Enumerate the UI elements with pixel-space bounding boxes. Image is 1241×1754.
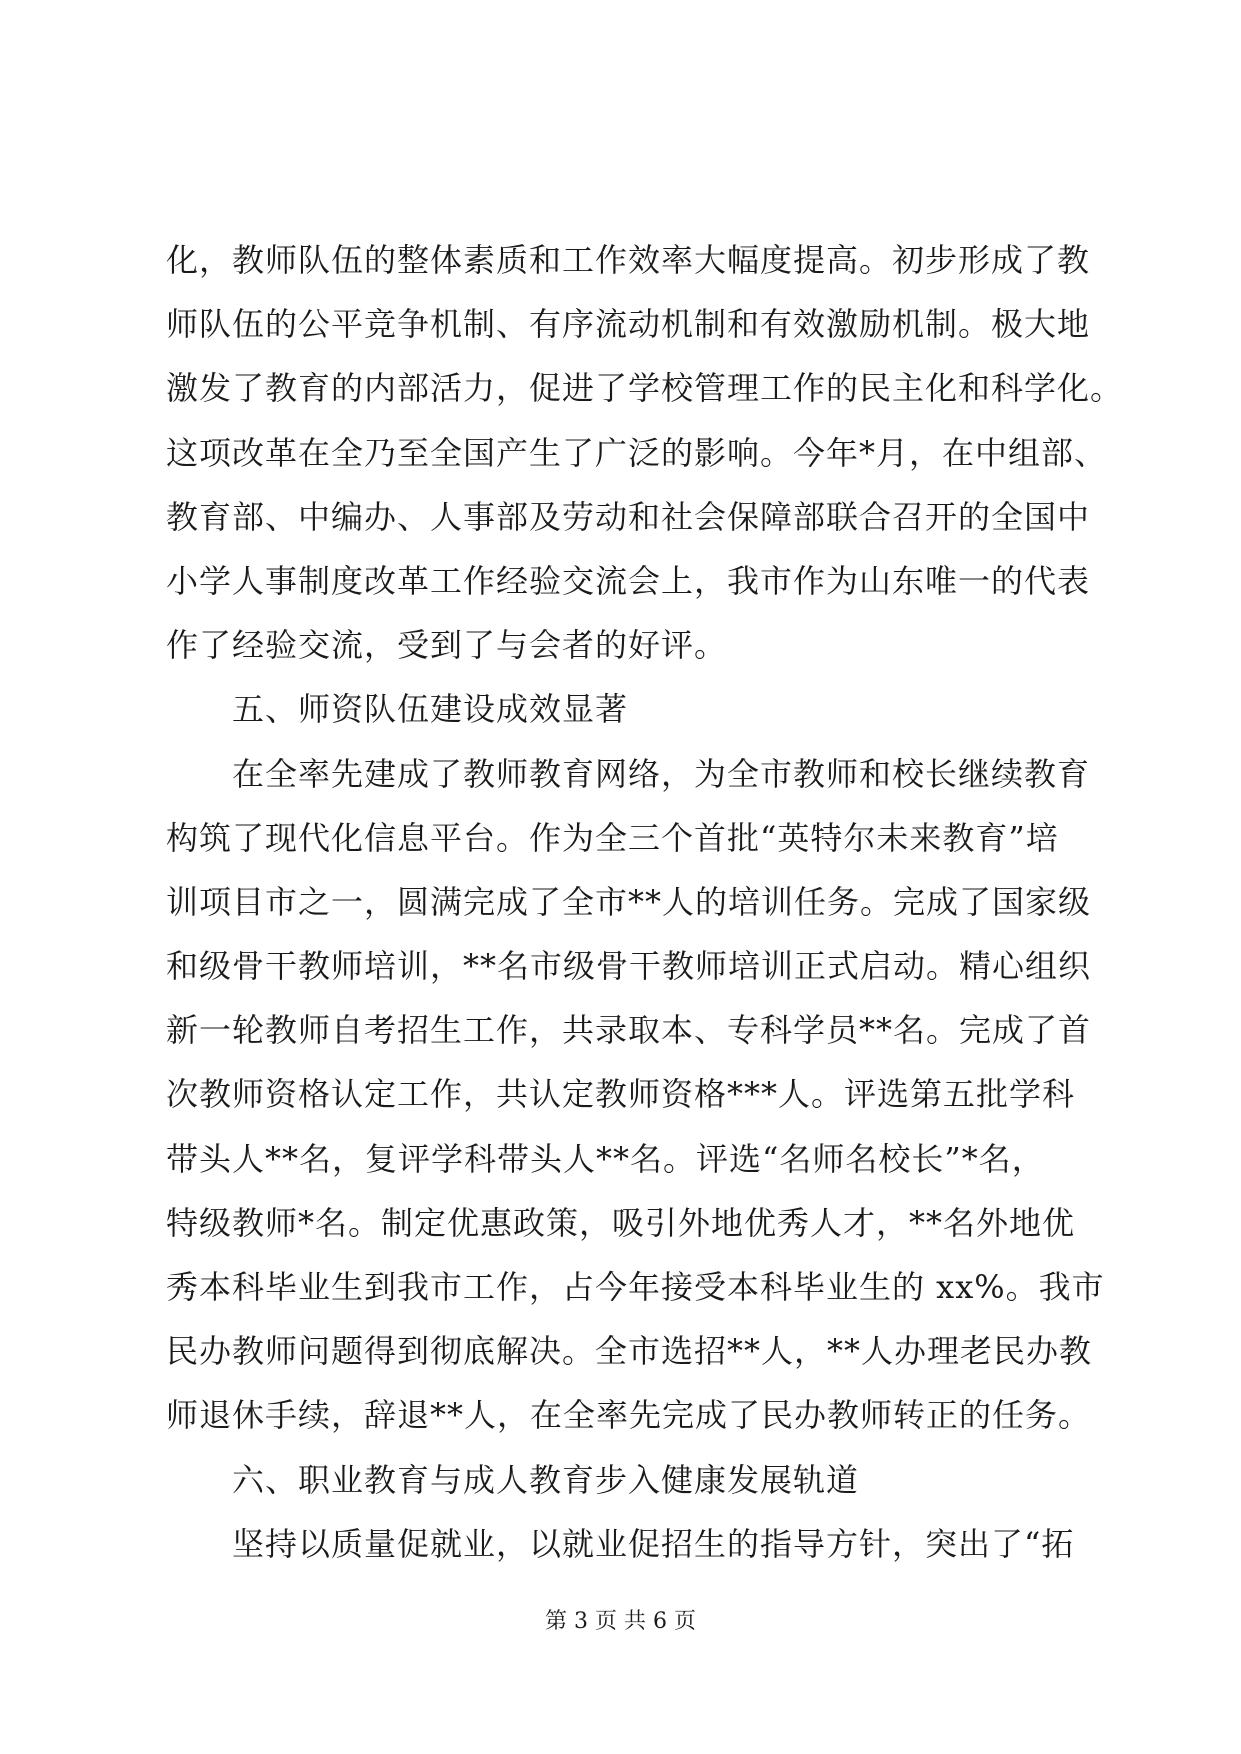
text-line: 秀本科毕业生到我市工作，占今年接受本科毕业生的 xx%。我市 xyxy=(166,1268,1105,1306)
body-text xyxy=(166,228,1126,1576)
text-line: 带头人**名，复评学科带头人**名。评选“名师名校长”*名， xyxy=(166,1139,1045,1178)
page-footer xyxy=(0,1607,1241,1637)
page-number: 第 3 页 共 6 页 xyxy=(545,1609,696,1634)
text-line: 民办教师问题得到彻底解决。全市选招**人，**人办理老民办教 xyxy=(166,1332,1093,1371)
text-line: 这项改革在全乃至全国产生了广泛的影响。今年*月，在中组部、 xyxy=(166,433,1108,472)
text-line: 特级教师*名。制定优惠政策，吸引外地优秀人才，**名外地优 xyxy=(166,1203,1076,1242)
text-line: 新一轮教师自考招生工作，共录取本、专科学员**名。完成了首 xyxy=(166,1011,1092,1050)
text-line: 化，教师队伍的整体素质和工作效率大幅度提高。初步形成了教 xyxy=(166,241,1091,279)
text-line: 坚持以质量促就业，以就业促招生的指导方针，突出了“拓 xyxy=(232,1524,1075,1563)
text-line: 在全率先建成了教师教育网络，为全市教师和校长继续教育 xyxy=(232,754,1091,793)
text-line: 教育部、中编办、人事部及劳动和社会保障部联合召开的全国中 xyxy=(166,497,1091,536)
text-line: 小学人事制度改革工作经验交流会上，我市作为山东唯一的代表 xyxy=(166,561,1091,600)
text-line: 作了经验交流，受到了与会者的好评。 xyxy=(166,626,728,665)
section-heading: 五、师资队伍建设成效显著 xyxy=(232,690,629,729)
text-line: 次教师资格认定工作，共认定教师资格***人。评选第五批学科 xyxy=(166,1075,1076,1114)
text-line: 和级骨干教师培训，**名市级骨干教师培训正式启动。精心组织 xyxy=(166,947,1092,986)
text-line: 激发了教育的内部活力，促进了学校管理工作的民主化和科学化。 xyxy=(166,369,1124,408)
text-line: 师退休手续，辞退**人，在全率先完成了民办教师转正的任务。 xyxy=(166,1396,1092,1435)
section-heading: 六、职业教育与成人教育步入健康发展轨道 xyxy=(232,1460,860,1499)
text-line: 构筑了现代化信息平台。作为全三个首批“英特尔未来教育”培 xyxy=(166,818,1059,857)
text-line: 训项目市之一，圆满完成了全市**人的培训任务。完成了国家级 xyxy=(166,882,1092,921)
text-line: 师队伍的公平竞争机制、有序流动机制和有效激励机制。极大地 xyxy=(166,305,1091,344)
